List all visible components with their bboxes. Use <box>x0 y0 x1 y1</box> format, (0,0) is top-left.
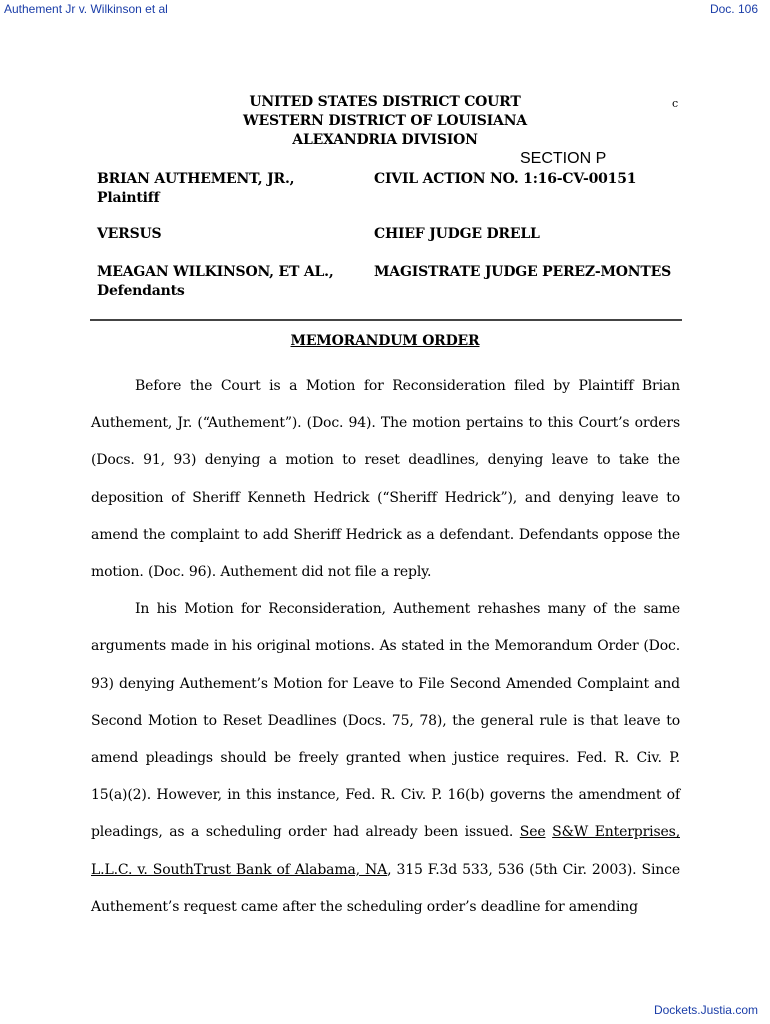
caption-divider <box>90 319 682 321</box>
versus-label: VERSUS <box>97 226 162 242</box>
paragraph-2-text: In his Motion for Reconsideration, Authement rehashes many of the same arguments made in his original motions. As stated in the Memorandum Order (Doc. 93) denying Authement’s Motion for Leave to File Second Amended Complaint and Second Motion to Reset Deadlines (Docs. 75, 78), the general rule is that leave to amend pleadings should be freely granted when justice requires. Fed. R. Civ. P. 15(a)(2). However, in this instance, Fed. R. Civ. P. 16(b) governs the amendment of pleadings, as a scheduling order had already been issued. <box>91 601 680 841</box>
case-citation: S&W Enterprises, L.L.C. v. SouthTrust Bank of Alabama, NA <box>91 824 680 878</box>
paragraph-2-continued: , 315 F.3d 533, 536 (5th Cir. 2003). Since Authement’s request came after the scheduling order’s deadline for amending <box>91 861 681 915</box>
section-label: SECTION P <box>520 150 607 167</box>
division-name: ALEXANDRIA DIVISION <box>292 132 478 148</box>
doc-number-link[interactable]: Doc. 106 <box>709 2 758 16</box>
magistrate-judge: MAGISTRATE JUDGE PEREZ-MONTES <box>374 264 671 280</box>
paragraph-1: Before the Court is a Motion for Reconsideration filed by Plaintiff Brian Authement, Jr. (“Authement”). (Doc. 94). The motion pertains to this Court’s orders (Docs. 91, 93) denying a motion to reset deadlines, denying leave to take the deposition of Sheriff Kenneth Hedrick (“Sheriff Hedrick”), and denying leave to amend the complaint to add Sheriff Hedrick as a defendant. Defendants oppose the motion. (Doc. 96). Authement did not file a reply. <box>91 378 680 581</box>
margin-mark: c <box>672 97 679 110</box>
district-name: WESTERN DISTRICT OF LOUISIANA <box>243 113 527 129</box>
document-body <box>91 368 680 926</box>
plaintiff-role: Plaintiff <box>97 190 160 206</box>
document-title: MEMORANDUM ORDER <box>290 333 480 349</box>
chief-judge: CHIEF JUDGE DRELL <box>374 226 540 242</box>
civil-action-number: CIVIL ACTION NO. 1:16-CV-00151 <box>374 171 637 187</box>
citation-signal: See <box>519 824 546 841</box>
case-title-link[interactable]: Authement Jr v. Wilkinson et al <box>4 2 168 16</box>
source-link[interactable]: Dockets.Justia.com <box>653 1003 758 1017</box>
plaintiff-name: BRIAN AUTHEMENT, JR., <box>97 171 295 187</box>
defendant-name: MEAGAN WILKINSON, ET AL., <box>97 264 334 280</box>
defendant-role: Defendants <box>97 283 185 299</box>
plaintiff-block <box>97 170 294 208</box>
court-name: UNITED STATES DISTRICT COURT <box>249 94 521 110</box>
defendant-block <box>97 263 334 301</box>
paragraph-2 <box>91 591 680 926</box>
court-heading <box>0 93 770 150</box>
